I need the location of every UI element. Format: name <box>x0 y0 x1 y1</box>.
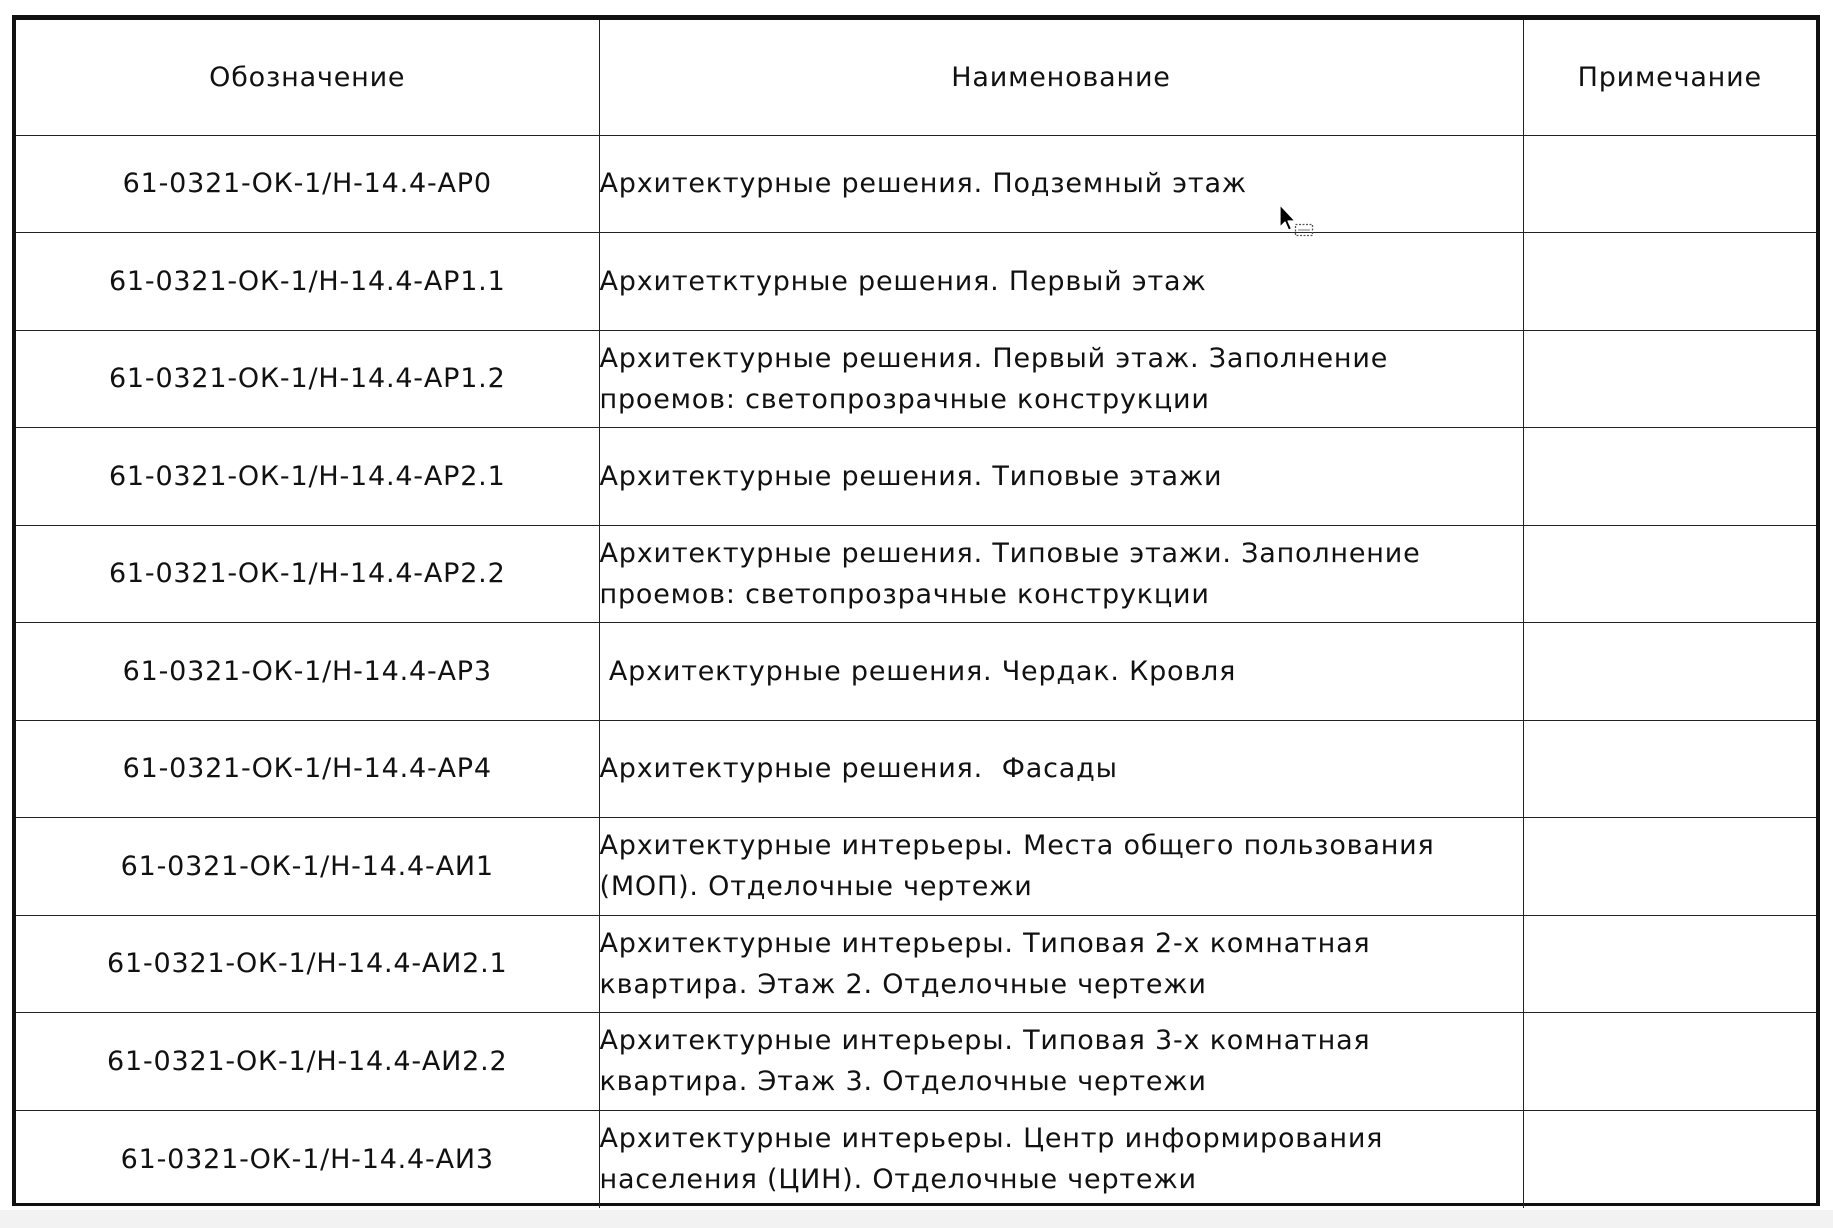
row-name[interactable]: Архитектурные интерьеры. Центр информирования населения (ЦИН). Отделочные чертежи <box>599 1110 1523 1208</box>
row-name[interactable]: Архитетктурные решения. Первый этаж <box>599 233 1523 331</box>
header-designation: Обозначение <box>16 20 599 135</box>
row-name[interactable]: Архитектурные решения. Фасады <box>599 720 1523 818</box>
row-note[interactable] <box>1523 818 1816 916</box>
row-note[interactable] <box>1523 428 1816 526</box>
row-name[interactable]: Архитектурные решения. Типовые этажи <box>599 428 1523 526</box>
row-note[interactable] <box>1523 233 1816 331</box>
row-name[interactable]: Архитектурные решения. Первый этаж. Заполнение проемов: светопрозрачные конструкции <box>599 330 1523 428</box>
document-table-frame <box>12 15 1820 1206</box>
table-row <box>16 915 1816 1013</box>
header-name: Наименование <box>599 20 1523 135</box>
row-code[interactable]: 61-0321-ОК-1/Н-14.4-АР4 <box>16 720 599 818</box>
row-note[interactable] <box>1523 525 1816 623</box>
table-header-row <box>16 20 1816 135</box>
row-code[interactable]: 61-0321-ОК-1/Н-14.4-АР1.1 <box>16 233 599 331</box>
table-row <box>16 330 1816 428</box>
row-name[interactable]: Архитектурные интерьеры. Места общего пользования (МОП). Отделочные чертежи <box>599 818 1523 916</box>
row-code[interactable]: 61-0321-ОК-1/Н-14.4-АР3 <box>16 623 599 721</box>
row-note[interactable] <box>1523 135 1816 233</box>
row-name[interactable]: Архитектурные интерьеры. Типовая 2-х комнатная квартира. Этаж 2. Отделочные чертежи <box>599 915 1523 1013</box>
row-name[interactable]: Архитектурные решения. Подземный этаж <box>599 135 1523 233</box>
row-code[interactable]: 61-0321-ОК-1/Н-14.4-АИ2.1 <box>16 915 599 1013</box>
table-row <box>16 233 1816 331</box>
row-note[interactable] <box>1523 330 1816 428</box>
row-name[interactable]: Архитектурные решения. Чердак. Кровля <box>599 623 1523 721</box>
table-row <box>16 623 1816 721</box>
row-name[interactable]: Архитектурные решения. Типовые этажи. Заполнение проемов: светопрозрачные конструкции <box>599 525 1523 623</box>
row-code[interactable]: 61-0321-ОК-1/Н-14.4-АР0 <box>16 135 599 233</box>
row-note[interactable] <box>1523 915 1816 1013</box>
row-note[interactable] <box>1523 1013 1816 1111</box>
row-code[interactable]: 61-0321-ОК-1/Н-14.4-АР2.2 <box>16 525 599 623</box>
table-row <box>16 428 1816 526</box>
table-row <box>16 720 1816 818</box>
header-note: Примечание <box>1523 20 1816 135</box>
row-note[interactable] <box>1523 720 1816 818</box>
row-note[interactable] <box>1523 1110 1816 1208</box>
table-row <box>16 135 1816 233</box>
table-row <box>16 525 1816 623</box>
row-code[interactable]: 61-0321-ОК-1/Н-14.4-АИ3 <box>16 1110 599 1208</box>
table-row <box>16 818 1816 916</box>
table-row <box>16 1110 1816 1208</box>
row-code[interactable]: 61-0321-ОК-1/Н-14.4-АР2.1 <box>16 428 599 526</box>
row-code[interactable]: 61-0321-ОК-1/Н-14.4-АИ2.2 <box>16 1013 599 1111</box>
bottom-margin-strip <box>0 1210 1833 1228</box>
row-code[interactable]: 61-0321-ОК-1/Н-14.4-АИ1 <box>16 818 599 916</box>
row-code[interactable]: 61-0321-ОК-1/Н-14.4-АР1.2 <box>16 330 599 428</box>
table-row <box>16 1013 1816 1111</box>
drawings-list-table <box>16 20 1816 1208</box>
row-note[interactable] <box>1523 623 1816 721</box>
row-name[interactable]: Архитектурные интерьеры. Типовая 3-х комнатная квартира. Этаж 3. Отделочные чертежи <box>599 1013 1523 1111</box>
